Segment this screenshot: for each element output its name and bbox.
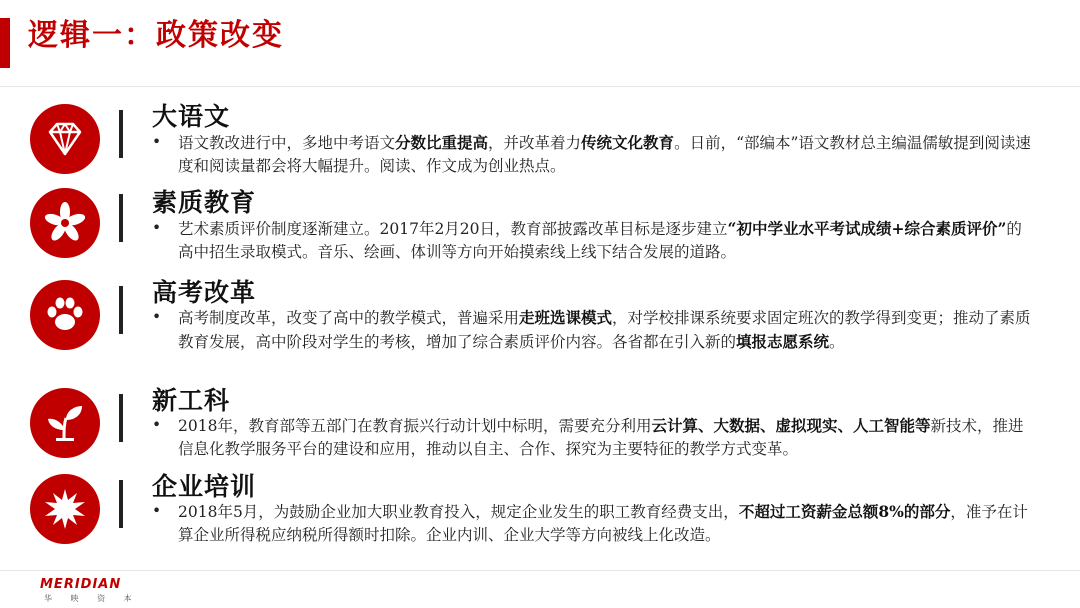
body-text: 高考制度改革，改变了高中的教学模式，普遍采用 [178, 309, 520, 327]
section-text [178, 306, 1032, 354]
brand-logo-subtitle: 华 映 资 本 [44, 594, 140, 603]
highlight-text: “初中学业水平考试成绩+综合素质评价” [727, 219, 1007, 238]
bullet-marker: • [152, 416, 162, 434]
section-text [178, 217, 1032, 264]
section-body [152, 414, 1032, 461]
body-text: 的高中招生录取模式。音乐、绘画、体训等方向开始摸索线上线下结合发展的道路。 [178, 220, 1022, 261]
sprout-icon [42, 400, 88, 446]
header-divider [0, 86, 1080, 87]
highlight-text: 不超过工资薪金总额8%的部分 [738, 502, 951, 521]
page-title: 逻辑一：政策改变 [28, 18, 284, 53]
paw-icon [42, 292, 88, 338]
section-icon-circle [30, 388, 100, 458]
section-icon-circle [30, 280, 100, 350]
section-heading: 企业培训 [152, 472, 257, 501]
section-body [152, 306, 1032, 354]
section-divider-bar [119, 394, 123, 442]
highlight-text: 走班选课模式 [519, 308, 613, 327]
bullet-marker: • [152, 502, 162, 520]
section-icon-circle [30, 104, 100, 174]
body-text: 语文教改进行中，多地中考语文 [178, 134, 396, 152]
highlight-text: 填报志愿系统 [736, 332, 830, 351]
highlight-text: 传统文化教育 [581, 133, 675, 152]
section-divider-bar [119, 110, 123, 158]
section-heading: 高考改革 [152, 278, 257, 307]
body-text: 2018年，教育部等五部门在教育振兴行动计划中标明，需要充分利用 [178, 417, 652, 435]
section-heading: 新工科 [152, 386, 231, 415]
section-body [152, 500, 1032, 547]
body-text: 2018年5月，为鼓励企业加大职业教育投入，规定企业发生的职工教育经费支出， [178, 503, 739, 521]
section-heading: 大语文 [152, 102, 231, 131]
body-text: ，对学校排课系统要求固定班次的教学得到变更；推动了素质教育发展，高中阶段对学生的考核，增加了综合素质评价内容。各省都在引入新的 [178, 309, 1031, 351]
body-text: ，并改革着力 [488, 134, 582, 152]
body-text: 。日前，“部编本”语文教材总主编温儒敏提到阅读速度和阅读量都会将大幅提升。阅读、作文成为创业热点。 [178, 134, 1031, 175]
body-text: 新技术，推进信息化教学服务平台的建设和应用，推动以自主、合作、探究为主要特征的教学方式变革。 [178, 417, 1024, 458]
title-accent-bar [0, 18, 10, 68]
highlight-text: 分数比重提高 [395, 133, 489, 152]
section-divider-bar [119, 194, 123, 242]
section-divider-bar [119, 480, 123, 528]
bullet-marker: • [152, 133, 162, 151]
section-divider-bar [119, 286, 123, 334]
section-text [178, 500, 1032, 547]
section-body [152, 131, 1032, 178]
section-icon-circle [30, 474, 100, 544]
section-text [178, 414, 1032, 461]
body-text: ，准予在计算企业所得税应纳税所得额时扣除。企业内训、企业大学等方向被线上化改造。 [178, 503, 1028, 544]
highlight-text: 云计算、大数据、虚拟现实、人工智能等 [651, 416, 931, 435]
section-heading: 素质教育 [152, 188, 257, 217]
body-text: 艺术素质评价制度逐渐建立。2017年2月20日，教育部披露改革目标是逐步建立 [178, 220, 728, 238]
flower-icon [42, 200, 88, 246]
section-icon-circle [30, 188, 100, 258]
bullet-marker: • [152, 219, 162, 237]
diamond-icon [42, 116, 88, 162]
body-text: 。 [829, 333, 845, 351]
footer-divider [0, 570, 1080, 571]
bullet-marker: • [152, 308, 162, 326]
section-text [178, 131, 1032, 178]
brand-logo: MERIDIAN [40, 577, 122, 592]
starburst-icon [42, 486, 88, 532]
section-body [152, 217, 1032, 264]
